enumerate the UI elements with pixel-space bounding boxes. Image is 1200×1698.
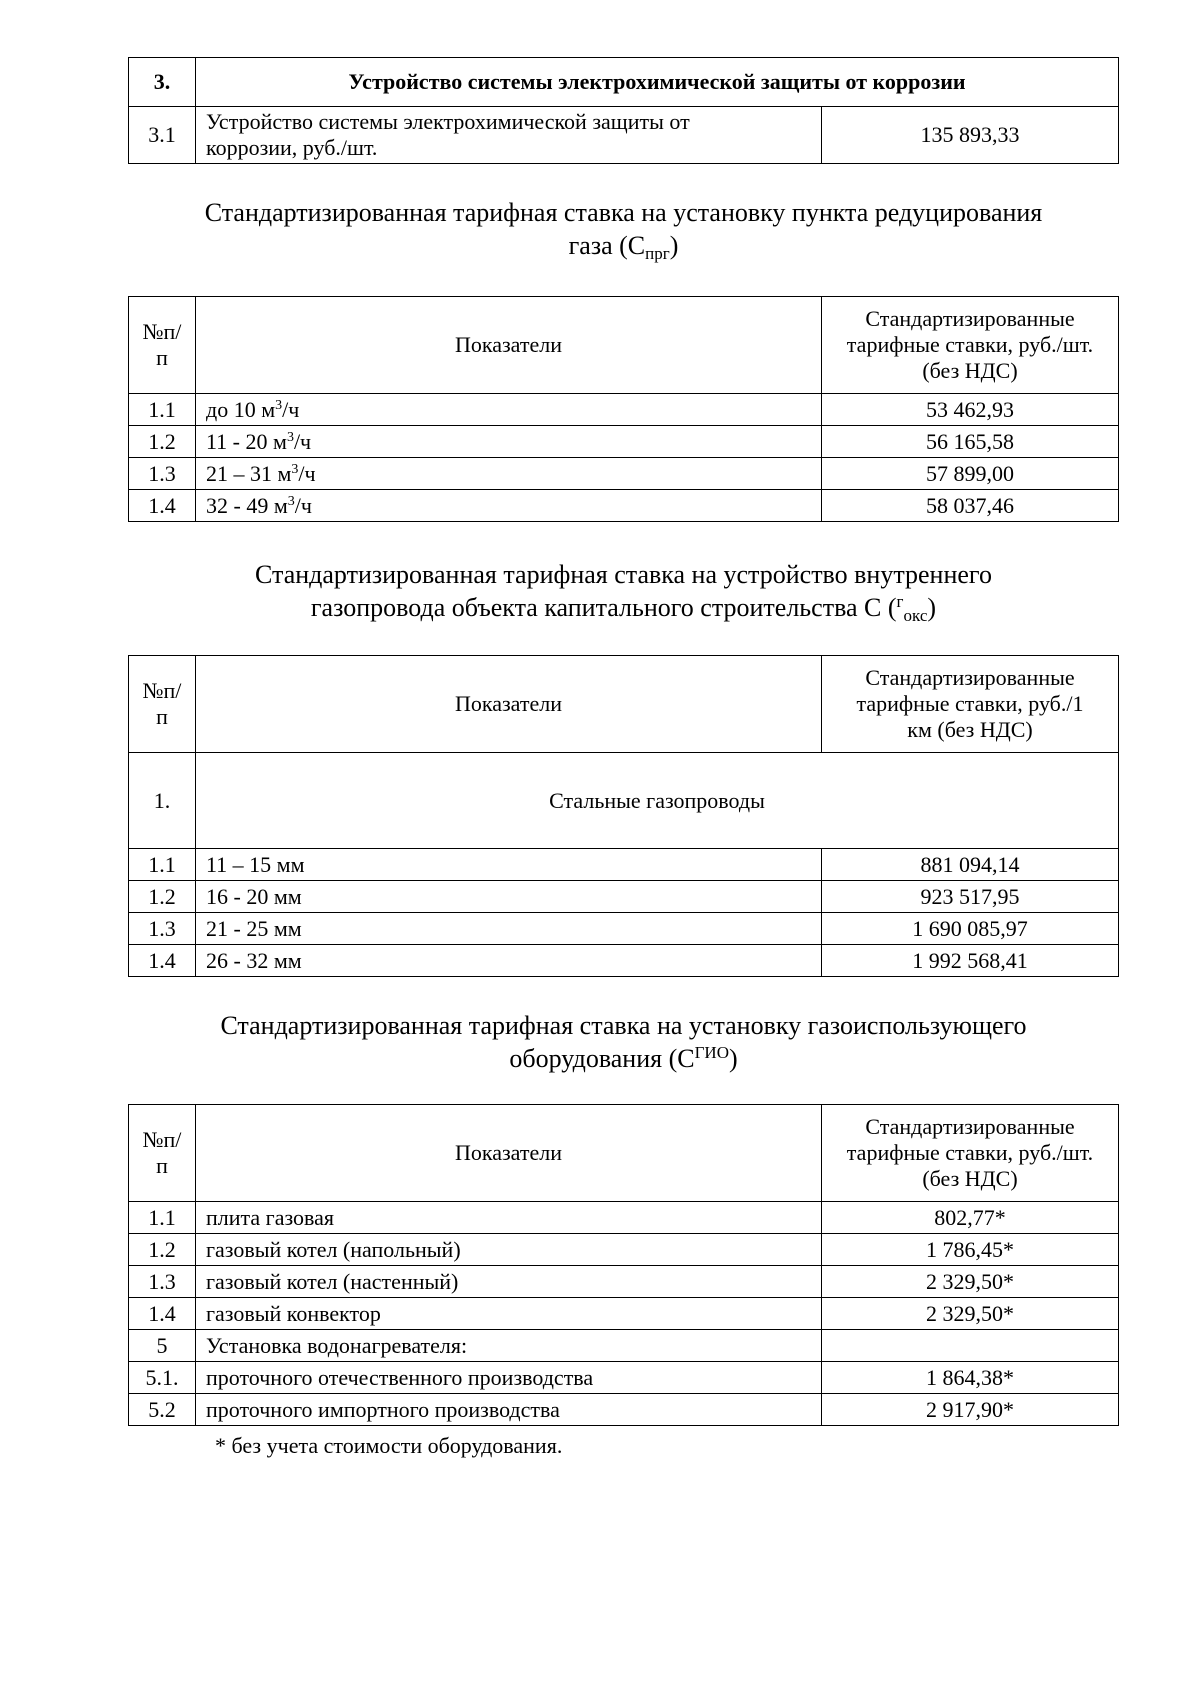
row-number: 1.1 xyxy=(129,849,196,881)
row-number: 1.1 xyxy=(129,1202,196,1234)
table-row xyxy=(129,1330,1119,1362)
row-value: 1 690 085,97 xyxy=(822,913,1119,945)
table-row xyxy=(129,945,1119,977)
gio-heading-line1: Стандартизированная тарифная ставка на установку газоиспользующего xyxy=(220,1011,1027,1040)
row-number: 1.2 xyxy=(129,881,196,913)
row-label: проточного импортного производства xyxy=(196,1394,822,1426)
section3-row-label-line2: коррозии, руб./шт. xyxy=(206,135,378,160)
row-value: 56 165,58 xyxy=(822,426,1119,458)
section3-row-label-line1: Устройство системы электрохимической защиты от xyxy=(206,109,690,134)
row-label: 16 - 20 мм xyxy=(196,881,822,913)
row-label: 26 - 32 мм xyxy=(196,945,822,977)
prg-heading-subscript: прг xyxy=(645,244,670,263)
oks-heading-line2: газопровода объекта капитального строительства С ($^г_{окс}$) xyxy=(310,592,937,625)
row-value: 53 462,93 xyxy=(822,394,1119,426)
row-number: 5.1. xyxy=(129,1362,196,1394)
group-number: 1. xyxy=(129,753,196,849)
row-label: плита газовая xyxy=(196,1202,822,1234)
table-row xyxy=(129,1202,1119,1234)
prg-header-rate: Стандартизированные тарифные ставки, руб./шт. (без НДС) xyxy=(822,297,1119,394)
row-value: 1 992 568,41 xyxy=(822,945,1119,977)
oks-table xyxy=(128,655,1119,977)
row-value: 2 329,50* xyxy=(822,1298,1119,1330)
section3-title: Устройство системы электрохимической защиты от коррозии xyxy=(196,58,1119,107)
row-value: 1 786,45* xyxy=(822,1234,1119,1266)
table-row xyxy=(129,913,1119,945)
row-number: 1.4 xyxy=(129,490,196,522)
prg-heading-line1: Стандартизированная тарифная ставка на установку пункта редуцирования xyxy=(204,198,1043,227)
oks-header-number: №п/ п xyxy=(129,656,196,753)
table-row xyxy=(129,849,1119,881)
table-row xyxy=(129,1266,1119,1298)
table-row xyxy=(129,394,1119,426)
table-row xyxy=(129,1394,1119,1426)
table-row xyxy=(129,881,1119,913)
gio-header-rate: Стандартизированные тарифные ставки, руб./шт. (без НДС) xyxy=(822,1105,1119,1202)
group-label: Стальные газопроводы xyxy=(196,753,1119,849)
oks-heading-superscript: г xyxy=(896,592,904,611)
group-row xyxy=(129,753,1119,849)
row-value: 2 329,50* xyxy=(822,1266,1119,1298)
table-row xyxy=(129,426,1119,458)
row-value xyxy=(822,1330,1119,1362)
row-number: 1.3 xyxy=(129,1266,196,1298)
row-number: 1.3 xyxy=(129,458,196,490)
row-label: газовый конвектор xyxy=(196,1298,822,1330)
row-value: 2 917,90* xyxy=(822,1394,1119,1426)
table-row xyxy=(129,1362,1119,1394)
section3-table xyxy=(128,57,1119,164)
gio-heading xyxy=(128,1009,1119,1075)
gio-heading-line2: оборудования $(С^{ГИО})$ xyxy=(509,1043,738,1073)
table-row xyxy=(129,458,1119,490)
gio-header-number: №п/ п xyxy=(129,1105,196,1202)
table-row xyxy=(129,1298,1119,1330)
prg-header-number: №п/ п xyxy=(129,297,196,394)
table-row xyxy=(129,490,1119,522)
section3-row-value: 135 893,33 xyxy=(822,107,1119,164)
gio-heading-superscript: ГИО xyxy=(694,1043,729,1062)
row-number: 5 xyxy=(129,1330,196,1362)
row-label: газовый котел (настенный) xyxy=(196,1266,822,1298)
row-number: 1.4 xyxy=(129,945,196,977)
row-label: 32 - 49 $м^3/ч$ xyxy=(196,490,822,522)
prg-table xyxy=(128,296,1119,522)
section3-number: 3. xyxy=(129,58,196,107)
row-value: 923 517,95 xyxy=(822,881,1119,913)
oks-header-indicator: Показатели xyxy=(196,656,822,753)
row-number: 1.1 xyxy=(129,394,196,426)
row-label: до 10 $м^3/ч$ xyxy=(196,394,822,426)
prg-header-indicator: Показатели xyxy=(196,297,822,394)
row-label: 21 – 31 $м^3/ч$ xyxy=(196,458,822,490)
footnote: * без учета стоимости оборудования. xyxy=(215,1433,563,1458)
row-number: 1.2 xyxy=(129,1234,196,1266)
row-value: 1 864,38* xyxy=(822,1362,1119,1394)
row-label: проточного отечественного производства xyxy=(196,1362,822,1394)
oks-heading xyxy=(128,558,1119,624)
oks-heading-line1: Стандартизированная тарифная ставка на устройство внутреннего xyxy=(255,560,992,589)
row-label: Установка водонагревателя: xyxy=(196,1330,822,1362)
row-number: 1.3 xyxy=(129,913,196,945)
table-row xyxy=(129,1234,1119,1266)
row-value: 57 899,00 xyxy=(822,458,1119,490)
row-number: 1.4 xyxy=(129,1298,196,1330)
row-label: газовый котел (напольный) xyxy=(196,1234,822,1266)
row-label: 21 - 25 мм xyxy=(196,913,822,945)
row-number: 1.2 xyxy=(129,426,196,458)
section3-row-label xyxy=(196,107,822,164)
row-label: 11 – 15 мм xyxy=(196,849,822,881)
row-value: 802,77* xyxy=(822,1202,1119,1234)
oks-heading-subscript: окс xyxy=(903,606,928,625)
row-label: 11 - 20 $м^3/ч$ xyxy=(196,426,822,458)
section3-row-number: 3.1 xyxy=(129,107,196,164)
row-number: 5.2 xyxy=(129,1394,196,1426)
row-value: 58 037,46 xyxy=(822,490,1119,522)
row-value: 881 094,14 xyxy=(822,849,1119,881)
gio-header-indicator: Показатели xyxy=(196,1105,822,1202)
prg-heading-line2: газа $(С_{прг})$ xyxy=(568,231,679,263)
gio-table xyxy=(128,1104,1119,1426)
oks-header-rate: Стандартизированные тарифные ставки, руб./1 км (без НДС) xyxy=(822,656,1119,753)
prg-heading xyxy=(128,196,1119,262)
